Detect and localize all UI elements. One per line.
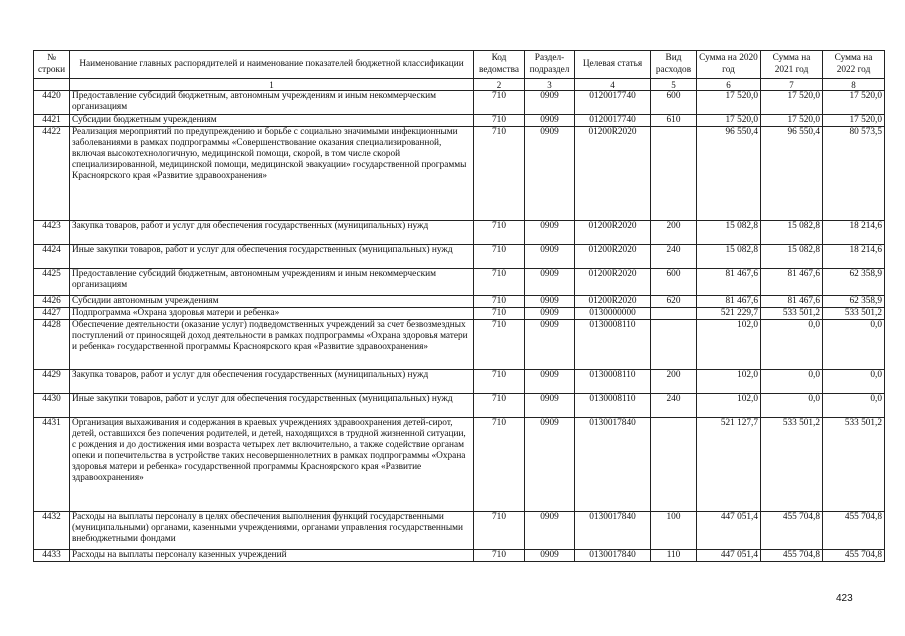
row-sum-2022: 0,0	[823, 320, 885, 370]
table-row	[34, 245, 885, 269]
column-number: 6	[697, 79, 761, 91]
row-sum-2021: 96 550,4	[761, 127, 823, 221]
row-number: 4432	[34, 512, 70, 550]
row-sum-2022: 62 358,9	[823, 296, 885, 308]
row-target: 01200R2020	[575, 245, 651, 269]
header-sum-2020: Сумма на 2020 год	[697, 51, 761, 79]
table-row	[34, 394, 885, 418]
row-dept: 710	[474, 320, 525, 370]
row-sum-2020: 17 520,0	[697, 91, 761, 115]
row-name: Расходы на выплаты персоналу казенных учреждений	[70, 550, 474, 562]
row-number: 4420	[34, 91, 70, 115]
table-row	[34, 418, 885, 512]
header-name: Наименование главных распорядителей и наименование показателей бюджетной классификации	[70, 51, 474, 79]
row-type	[651, 127, 697, 221]
row-dept: 710	[474, 115, 525, 127]
row-name: Субсидии автономным учреждениям	[70, 296, 474, 308]
row-target: 0130008110	[575, 320, 651, 370]
row-sum-2022: 533 501,2	[823, 418, 885, 512]
row-name: Подпрограмма «Охрана здоровья матери и ребенка»	[70, 308, 474, 320]
row-dept: 710	[474, 394, 525, 418]
row-sum-2021: 17 520,0	[761, 115, 823, 127]
row-target: 01200R2020	[575, 269, 651, 296]
row-sum-2022: 80 573,5	[823, 127, 885, 221]
row-sum-2022: 455 704,8	[823, 512, 885, 550]
row-dept: 710	[474, 269, 525, 296]
row-section: 0909	[525, 269, 575, 296]
row-type: 200	[651, 221, 697, 245]
row-type	[651, 418, 697, 512]
row-sum-2020: 102,0	[697, 370, 761, 394]
row-type: 240	[651, 245, 697, 269]
table-row	[34, 308, 885, 320]
row-type: 240	[651, 394, 697, 418]
header-target: Целевая статья	[575, 51, 651, 79]
table-row	[34, 370, 885, 394]
row-number: 4433	[34, 550, 70, 562]
row-name: Реализация мероприятий по предупреждению и борьбе с социально значимыми инфекционными заболеваниями в рамках подпрограммы «Совершенствование оказания специализированной, включая высокотехнологичную, медицинской помощи, скорой, в том числе скорой специализированной, медицинской помощи, медицинской эвакуации» государственной программы Красноярского края «Развитие здравоохранения»	[70, 127, 474, 221]
row-sum-2021: 455 704,8	[761, 550, 823, 562]
row-sum-2021: 17 520,0	[761, 91, 823, 115]
row-target: 0130017840	[575, 418, 651, 512]
row-name: Закупка товаров, работ и услуг для обеспечения государственных (муниципальных) нужд	[70, 221, 474, 245]
table-row	[34, 296, 885, 308]
row-sum-2020: 81 467,6	[697, 296, 761, 308]
row-name: Иные закупки товаров, работ и услуг для обеспечения государственных (муниципальных) нужд	[70, 394, 474, 418]
row-type	[651, 308, 697, 320]
row-sum-2020: 521 229,7	[697, 308, 761, 320]
row-sum-2021: 455 704,8	[761, 512, 823, 550]
row-type: 620	[651, 296, 697, 308]
row-section: 0909	[525, 91, 575, 115]
header-exp-type: Вид расходов	[651, 51, 697, 79]
column-number-row	[34, 79, 885, 91]
row-number: 4429	[34, 370, 70, 394]
column-number	[34, 79, 70, 91]
table-row	[34, 320, 885, 370]
row-section: 0909	[525, 221, 575, 245]
table-row	[34, 269, 885, 296]
column-number: 4	[575, 79, 651, 91]
row-sum-2020: 17 520,0	[697, 115, 761, 127]
row-type: 110	[651, 550, 697, 562]
row-target: 01200R2020	[575, 296, 651, 308]
row-sum-2022: 17 520,0	[823, 91, 885, 115]
row-type: 100	[651, 512, 697, 550]
row-dept: 710	[474, 418, 525, 512]
row-sum-2022: 455 704,8	[823, 550, 885, 562]
row-sum-2021: 0,0	[761, 394, 823, 418]
row-sum-2021: 0,0	[761, 320, 823, 370]
column-number: 1	[70, 79, 474, 91]
row-sum-2020: 96 550,4	[697, 127, 761, 221]
header-section: Раздел-подраздел	[525, 51, 575, 79]
row-section: 0909	[525, 245, 575, 269]
row-name: Субсидии бюджетным учреждениям	[70, 115, 474, 127]
row-sum-2020: 447 051,4	[697, 550, 761, 562]
table-row	[34, 550, 885, 562]
row-dept: 710	[474, 296, 525, 308]
row-sum-2021: 81 467,6	[761, 296, 823, 308]
row-dept: 710	[474, 91, 525, 115]
row-name: Предоставление субсидий бюджетным, автономным учреждениям и иным некоммерческим организациям	[70, 269, 474, 296]
row-sum-2020: 521 127,7	[697, 418, 761, 512]
row-section: 0909	[525, 127, 575, 221]
row-section: 0909	[525, 418, 575, 512]
column-number: 7	[761, 79, 823, 91]
row-dept: 710	[474, 550, 525, 562]
row-target: 0130008110	[575, 394, 651, 418]
row-sum-2020: 15 082,8	[697, 245, 761, 269]
column-number: 5	[651, 79, 697, 91]
table-row	[34, 115, 885, 127]
page-number: 423	[836, 593, 853, 604]
row-sum-2020: 15 082,8	[697, 221, 761, 245]
column-number: 3	[525, 79, 575, 91]
header-dept: Код ведомства	[474, 51, 525, 79]
row-target: 0130000000	[575, 308, 651, 320]
row-number: 4425	[34, 269, 70, 296]
column-number: 8	[823, 79, 885, 91]
row-sum-2022: 62 358,9	[823, 269, 885, 296]
row-dept: 710	[474, 370, 525, 394]
row-sum-2020: 102,0	[697, 320, 761, 370]
row-section: 0909	[525, 370, 575, 394]
row-sum-2022: 18 214,6	[823, 221, 885, 245]
row-section: 0909	[525, 512, 575, 550]
row-number: 4430	[34, 394, 70, 418]
row-sum-2022: 0,0	[823, 370, 885, 394]
row-number: 4424	[34, 245, 70, 269]
column-number: 2	[474, 79, 525, 91]
row-section: 0909	[525, 320, 575, 370]
table-row	[34, 127, 885, 221]
row-number: 4421	[34, 115, 70, 127]
row-number: 4422	[34, 127, 70, 221]
row-sum-2020: 102,0	[697, 394, 761, 418]
row-name: Обеспечение деятельности (оказание услуг) подведомственных учреждений за счет безвозмездных поступлений от приносящей доход деятельности в рамках подпрограммы «Охрана здоровья матери и ребенка» государственной программы Красноярского края «Развитие здравоохранения»	[70, 320, 474, 370]
header-sum-2021: Сумма на 2021 год	[761, 51, 823, 79]
row-section: 0909	[525, 308, 575, 320]
row-name: Иные закупки товаров, работ и услуг для обеспечения государственных (муниципальных) нужд	[70, 245, 474, 269]
table-row	[34, 221, 885, 245]
row-sum-2021: 81 467,6	[761, 269, 823, 296]
row-target: 01200R2020	[575, 221, 651, 245]
row-sum-2022: 17 520,0	[823, 115, 885, 127]
row-sum-2021: 0,0	[761, 370, 823, 394]
row-type: 200	[651, 370, 697, 394]
row-number: 4426	[34, 296, 70, 308]
row-sum-2020: 81 467,6	[697, 269, 761, 296]
row-type: 600	[651, 91, 697, 115]
row-sum-2020: 447 051,4	[697, 512, 761, 550]
budget-table	[33, 50, 885, 562]
row-sum-2021: 15 082,8	[761, 221, 823, 245]
row-number: 4427	[34, 308, 70, 320]
row-name: Расходы на выплаты персоналу в целях обеспечения выполнения функций государственными (муниципальными) органами, казенными учреждениями, органами управления государственными внебюджетными фондами	[70, 512, 474, 550]
table-row	[34, 91, 885, 115]
row-type	[651, 320, 697, 370]
row-target: 0130017840	[575, 550, 651, 562]
row-dept: 710	[474, 127, 525, 221]
row-sum-2021: 533 501,2	[761, 308, 823, 320]
row-name: Закупка товаров, работ и услуг для обеспечения государственных (муниципальных) нужд	[70, 370, 474, 394]
row-number: 4423	[34, 221, 70, 245]
row-number: 4428	[34, 320, 70, 370]
table-header-row	[34, 51, 885, 79]
header-sum-2022: Сумма на 2022 год	[823, 51, 885, 79]
row-sum-2022: 18 214,6	[823, 245, 885, 269]
table-row	[34, 512, 885, 550]
row-number: 4431	[34, 418, 70, 512]
row-type: 600	[651, 269, 697, 296]
row-name: Организация выхаживания и содержания в краевых учреждениях здравоохранения детей-сирот, детей, оставшихся без попечения родителей, и детей, находящихся в трудной жизненной ситуации, с рождения и до достижения ими возраста четырех лет включительно, а также содействие органам опеки и попечительства в устройстве таких несовершеннолетних в рамках подпрограммы «Охрана здоровья матери и ребенка» государственной программы Красноярского края «Развитие здравоохранения»	[70, 418, 474, 512]
row-dept: 710	[474, 308, 525, 320]
row-target: 0120017740	[575, 91, 651, 115]
header-row-no: № строки	[34, 51, 70, 79]
row-target: 01200R2020	[575, 127, 651, 221]
row-target: 0130008110	[575, 370, 651, 394]
row-target: 0130017840	[575, 512, 651, 550]
row-type: 610	[651, 115, 697, 127]
row-dept: 710	[474, 245, 525, 269]
row-name: Предоставление субсидий бюджетным, автономным учреждениям и иным некоммерческим организациям	[70, 91, 474, 115]
row-section: 0909	[525, 550, 575, 562]
row-dept: 710	[474, 512, 525, 550]
row-section: 0909	[525, 394, 575, 418]
row-sum-2021: 533 501,2	[761, 418, 823, 512]
row-section: 0909	[525, 296, 575, 308]
row-sum-2022: 0,0	[823, 394, 885, 418]
row-sum-2021: 15 082,8	[761, 245, 823, 269]
row-sum-2022: 533 501,2	[823, 308, 885, 320]
row-target: 0120017740	[575, 115, 651, 127]
row-section: 0909	[525, 115, 575, 127]
row-dept: 710	[474, 221, 525, 245]
